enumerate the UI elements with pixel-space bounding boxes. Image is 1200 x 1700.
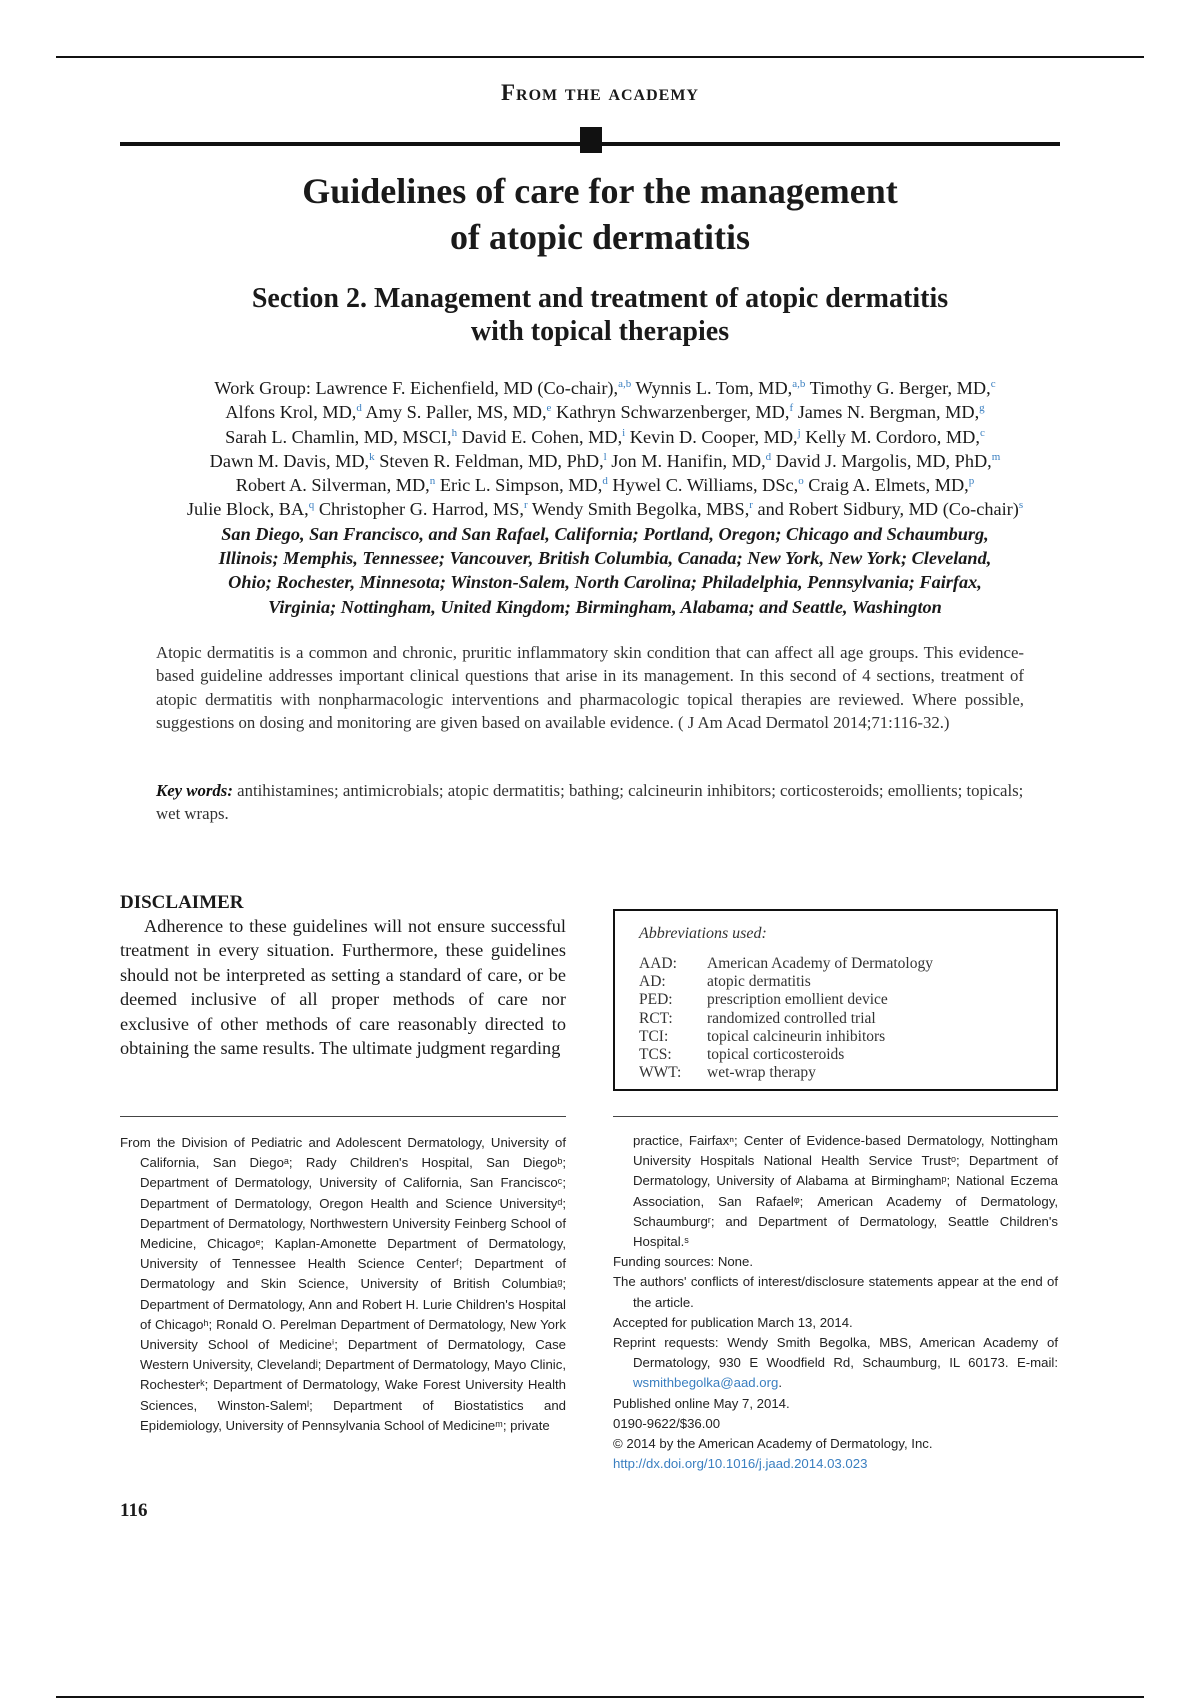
accepted-date: Accepted for publication March 13, 2014. xyxy=(613,1314,853,1330)
disclaimer-text: Adherence to these guidelines will not ensure successful treatment in every situation. Furthermore, these guidelines should not be interpreted as setting a standard of care, or be deemed inclusive of all proper methods of care nor exclusive of other methods of care reasonably directed to obtaining the same results. The ultimate judgment regarding xyxy=(120,916,566,1059)
abbreviation-code: TCS: xyxy=(639,1046,672,1064)
affiliation-superscript: r xyxy=(523,499,528,512)
abbreviation-row xyxy=(639,1064,933,1082)
author-name: Christopher G. Harrod, MS, xyxy=(314,499,524,520)
affiliation-locations xyxy=(110,522,1100,619)
affiliation-superscript: e xyxy=(546,402,552,415)
footnote-affiliations xyxy=(120,1133,566,1436)
title-line-1: Guidelines of care for the management xyxy=(302,171,898,211)
footnote-rule-left xyxy=(120,1116,566,1117)
reprint-requests xyxy=(613,1333,1058,1394)
author-name: Kelly M. Cordoro, MD, xyxy=(800,426,980,447)
funding-sources: Funding sources: None. xyxy=(613,1254,754,1270)
affiliation-superscript: d xyxy=(765,450,772,463)
abbreviation-meaning: topical corticosteroids xyxy=(707,1046,845,1064)
abbreviation-meaning: atopic dermatitis xyxy=(707,973,811,991)
author-name: Craig A. Elmets, MD, xyxy=(803,475,969,496)
author-name: Wynnis L. Tom, MD, xyxy=(631,378,793,398)
article-title xyxy=(0,168,1200,260)
author-list xyxy=(110,376,1100,619)
abbreviation-code: TCI: xyxy=(639,1027,669,1045)
article-subtitle xyxy=(0,282,1200,348)
subtitle-line-2: with topical therapies xyxy=(470,316,730,347)
abbreviations-title: Abbreviations used: xyxy=(639,925,767,942)
abbreviation-row xyxy=(639,1010,933,1028)
author-name: Wendy Smith Begolka, MBS, xyxy=(527,499,750,520)
footnote-right-column xyxy=(613,1131,1058,1474)
affiliation-line: San Diego, San Francisco, and San Rafael, California; Portland, Oregon; Chicago and Schaumburg, xyxy=(221,523,989,544)
affiliation-superscript: g xyxy=(979,402,985,415)
keywords-list: antihistamines; antimicrobials; atopic dermatitis; bathing; calcineurin inhibitors; corticosteroids; emollients; topicals; wet wraps. xyxy=(156,781,1024,824)
abbreviation-meaning: prescription emollient device xyxy=(707,991,888,1009)
abbreviation-row xyxy=(639,991,933,1009)
affiliation-superscript: r xyxy=(749,499,753,512)
author-name: Timothy G. Berger, MD, xyxy=(805,378,991,398)
abbreviation-row xyxy=(639,1028,933,1046)
abbreviations-box xyxy=(613,909,1058,1091)
copyright: © 2014 by the American Academy of Dermatology, Inc. xyxy=(613,1436,933,1452)
affiliation-superscript: h xyxy=(451,426,458,439)
author-name: Hywel C. Williams, DSc, xyxy=(607,475,799,496)
author-line xyxy=(110,497,1100,521)
bottom-rule xyxy=(56,1696,1144,1698)
abbreviation-meaning: American Academy of Dermatology xyxy=(707,955,933,972)
author-name: Jon M. Hanifin, MD, xyxy=(606,450,766,471)
author-name: Amy S. Paller, MS, MD, xyxy=(361,402,547,423)
affiliation-superscript: d xyxy=(356,402,362,415)
affiliation-superscript: n xyxy=(429,475,436,488)
page-number: 116 xyxy=(120,1500,148,1521)
author-name: David J. Margolis, MD, PhD, xyxy=(771,450,992,471)
affiliation-line: Illinois; Memphis, Tennessee; Vancouver, British Columbia, Canada; New York, New York; Cleveland, xyxy=(218,548,992,569)
banner-square xyxy=(580,127,602,153)
abbreviation-code: PED: xyxy=(639,991,673,1009)
abbreviation-code: WWT: xyxy=(639,1064,682,1082)
author-name: Dawn M. Davis, MD, xyxy=(209,450,370,471)
affiliation-superscript: q xyxy=(308,499,315,512)
affiliation-superscript: s xyxy=(1018,499,1024,512)
doi-link[interactable]: http://dx.doi.org/10.1016/j.jaad.2014.03.023 xyxy=(613,1456,868,1472)
author-name: Work Group: Lawrence F. Eichenfield, MD (Co-chair), xyxy=(214,378,619,398)
author-line xyxy=(110,449,1100,473)
email-end: . xyxy=(778,1375,783,1391)
keywords xyxy=(156,779,1024,826)
affiliation-superscript: c xyxy=(979,426,985,439)
author-name: Kevin D. Cooper, MD, xyxy=(625,426,798,447)
affiliation-superscript: i xyxy=(622,426,626,439)
author-name: James N. Bergman, MD, xyxy=(793,402,980,423)
affiliation-superscript: m xyxy=(991,450,1001,463)
keywords-label: Key words: xyxy=(156,781,233,800)
title-line-2: of atopic dermatitis xyxy=(450,217,750,257)
affiliation-superscript: j xyxy=(797,426,801,439)
published-online: Published online May 7, 2014. xyxy=(613,1395,790,1411)
affiliation-line: Ohio; Rochester, Minnesota; Winston-Salem, North Carolina; Philadelphia, Pennsylvania; Fairfax, xyxy=(228,572,982,593)
abbreviation-meaning: topical calcineurin inhibitors xyxy=(707,1027,886,1045)
top-rule xyxy=(56,56,1144,58)
abbreviation-row xyxy=(639,955,933,973)
affiliation-superscript: a,b xyxy=(618,377,632,390)
author-line xyxy=(110,376,1100,400)
footnote-rule-right xyxy=(613,1116,1058,1117)
issn: 0190-9622/$36.00 xyxy=(613,1415,721,1431)
abbreviation-meaning: randomized controlled trial xyxy=(707,1009,876,1027)
email-link[interactable]: wsmithbegolka@aad.org xyxy=(633,1375,779,1391)
author-line xyxy=(110,473,1100,497)
affiliation-superscript: o xyxy=(798,475,804,488)
author-name: Sarah L. Chamlin, MD, MSCI, xyxy=(225,426,452,447)
abbreviation-code: RCT: xyxy=(639,1009,673,1027)
affiliation-superscript: p xyxy=(968,475,975,488)
author-name: Eric L. Simpson, MD, xyxy=(435,475,603,496)
affiliations-footnote-continued: practice, Fairfaxⁿ; Center of Evidence-based Dermatology, Nottingham University Hospitals National Health Service Trustᵒ; Department of Dermatology, University of Alabama at Birminghamᵖ; National Eczema Association, San Rafaelᵠ; American Academy of Dermatology, Schaumburgʳ; and Department of Dermatology, Seattle Children's Hospital.ˢ xyxy=(633,1133,1058,1250)
author-name: David E. Cohen, MD, xyxy=(457,426,623,447)
author-name: Robert A. Silverman, MD, xyxy=(235,475,430,496)
abbreviations-list xyxy=(639,955,933,1082)
abbreviation-row xyxy=(639,1046,933,1064)
abbreviation-code: AD: xyxy=(639,973,666,991)
affiliation-superscript: k xyxy=(369,450,375,463)
affiliation-superscript: l xyxy=(603,450,607,463)
author-lines xyxy=(110,376,1100,522)
affiliation-superscript: f xyxy=(789,402,794,415)
abbreviation-meaning: wet-wrap therapy xyxy=(707,1064,816,1082)
abstract: Atopic dermatitis is a common and chronic, pruritic inflammatory skin condition that can affect all age groups. This evidence-based guideline addresses important clinical questions that arise in its management. In this second of 4 sections, treatment of atopic dermatitis with nonpharmacologic interventions and pharmacologic topical therapies are reviewed. Where possible, suggestions on dosing and monitoring are given based on available evidence. ( J Am Acad Dermatol 2014;71:116-32.) xyxy=(156,643,1024,733)
subtitle-line-1: Section 2. Management and treatment of atopic dermatitis xyxy=(251,283,949,314)
author-name: Alfons Krol, MD, xyxy=(225,402,357,423)
author-name: Kathryn Schwarzenberger, MD, xyxy=(551,402,790,423)
abbreviation-code: AAD: xyxy=(639,955,677,972)
conflicts-statement: The authors' conflicts of interest/disclosure statements appear at the end of the article. xyxy=(613,1274,1058,1310)
author-name: Julie Block, BA, xyxy=(186,499,309,520)
author-name: and Robert Sidbury, MD (Co-chair) xyxy=(752,499,1019,520)
affiliation-superscript: a,b xyxy=(792,377,806,390)
reprint-text: Reprint requests: Wendy Smith Begolka, MBS, American Academy of Dermatology, 930 E Woodfield Rd, Schaumburg, IL 60173. E-mail: xyxy=(613,1335,1058,1371)
author-name: Steven R. Feldman, MD, PhD, xyxy=(374,450,604,471)
author-line xyxy=(110,400,1100,424)
disclaimer-heading: DISCLAIMER xyxy=(120,892,244,913)
section-banner: From the academy xyxy=(501,80,699,105)
affiliations-footnote: From the Division of Pediatric and Adolescent Dermatology, University of California, San Diegoᵃ; Rady Children's Hospital, San Diegoᵇ; Department of Dermatology, University of California, San Franciscoᶜ; Department of Dermatology, Oregon Health and Science Universityᵈ; Department of Dermatology, Northwestern University Feinberg School of Medicine, Chicagoᵉ; Kaplan-Amonette Department of Dermatology, University of Tennessee Health Science Centerᶠ; Department of Dermatology and Skin Science, University of British Columbiaᵍ; Department of Dermatology, Ann and Robert H. Lurie Children's Hospital of Chicagoʰ; Ronald O. Perelman Department of Dermatology, New York University School of Medicineⁱ; Department of Dermatology, Case Western University, Clevelandʲ; Department of Dermatology, Mayo Clinic, Rochesterᵏ; Department of Dermatology, Wake Forest University Health Sciences, Winston-Salemˡ; Department of Biostatistics and Epidemiology, University of Pennsylvania School of Medicineᵐ; private xyxy=(120,1135,566,1433)
author-line xyxy=(110,425,1100,449)
affiliation-superscript: d xyxy=(602,475,608,488)
affiliation-superscript: c xyxy=(990,377,996,390)
abbreviation-row xyxy=(639,973,933,991)
affiliation-line: Virginia; Nottingham, United Kingdom; Birmingham, Alabama; and Seattle, Washington xyxy=(268,596,942,617)
